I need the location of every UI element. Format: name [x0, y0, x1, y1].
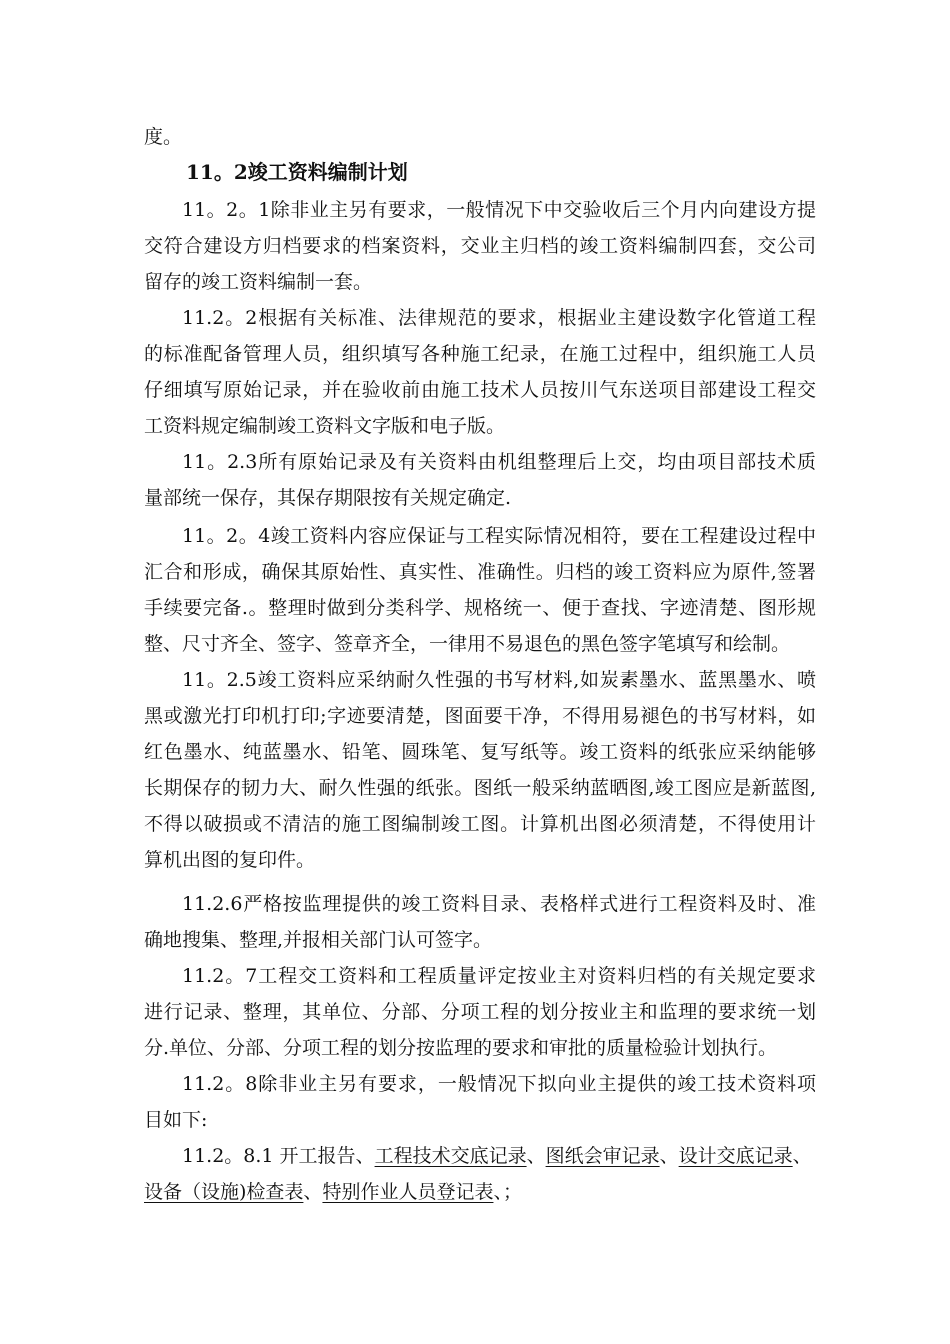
paragraph-line: 目如下:	[144, 1109, 208, 1131]
paragraph-line: 11.2.6严格按监理提供的竣工资料目录、表格样式进行工程资料及时、准	[182, 893, 816, 915]
underlined-term: 图纸会审记录	[545, 1145, 660, 1167]
paragraph-line: 红色墨水、纯蓝墨水、铅笔、圆珠笔、复写纸等。竣工资料的纸张应采纳能够	[144, 741, 816, 763]
paragraph-line: 进行记录、整理，其单位、分部、分项工程的划分按业主和监理的要求统一划	[144, 1001, 816, 1023]
paragraph-line: 11。2.3所有原始记录及有关资料由机组整理后上交，均由项目部技术质	[182, 451, 816, 473]
paragraph-line: 11.2。2根据有关标准、法律规范的要求，根据业主建设数字化管道工程	[182, 307, 816, 329]
section-heading: 11。2竣工资料编制计划	[186, 160, 408, 184]
paragraph-line: 交符合建设方归档要求的档案资料，交业主归档的竣工资料编制四套，交公司	[144, 235, 816, 257]
separator: 、	[659, 1145, 679, 1167]
underlined-term: 设计交底记录	[678, 1145, 793, 1167]
paragraph-line: 黑或激光打印机打印;字迹要清楚，图面要干净，不得用易褪色的书写材料，如	[144, 705, 816, 727]
paragraph-line: 11。2。4竣工资料内容应保证与工程实际情况相符，要在工程建设过程中	[182, 525, 816, 547]
paragraph-line: 量部统一保存，其保存期限按有关规定确定.	[144, 487, 512, 509]
paragraph-line: 11.2。8除非业主另有要求，一般情况下拟向业主提供的竣工技术资料项	[182, 1073, 816, 1095]
paragraph-line: 不得以破损或不清洁的施工图编制竣工图。计算机出图必须清楚，不得使用计	[144, 813, 816, 835]
underlined-term: 设备（设施)检查表	[144, 1181, 304, 1203]
text-line: 度。	[144, 126, 183, 148]
paragraph-line: 长期保存的韧力大、耐久性强的纸张。图纸一般采纳蓝晒图,竣工图应是新蓝图,	[144, 777, 816, 799]
paragraph-line: 汇合和形成，确保其原始性、真实性、准确性。归档的竣工资料应为原件,签署	[144, 561, 816, 583]
paragraph-line: 整、尺寸齐全、签字、签章齐全，一律用不易退色的黑色签字笔填写和绘制。	[144, 633, 791, 655]
paragraph-line: 算机出图的复印件。	[144, 849, 316, 871]
paragraph-line: 11。2。1除非业主另有要求，一般情况下中交验收后三个月内向建设方提	[182, 199, 816, 221]
paragraph-line: 分.单位、分部、分项工程的划分按监理的要求和审批的质量检验计划执行。	[144, 1037, 778, 1059]
underlined-term: 工程技术交底记录	[374, 1145, 527, 1167]
paragraph-line: 仔细填写原始记录，并在验收前由施工技术人员按川气东送项目部建设工程交	[144, 379, 816, 401]
line-tail: 、；	[493, 1181, 522, 1203]
paragraph-line	[182, 1143, 816, 1169]
paragraph-line: 的标准配备管理人员，组织填写各种施工纪录，在施工过程中，组织施工人员	[144, 343, 816, 365]
paragraph-line: 留存的竣工资料编制一套。	[144, 271, 373, 293]
paragraph-line: 手续要完备.。整理时做到分类科学、规格统一、便于查找、字迹清楚、图形规	[144, 597, 816, 619]
paragraph-line: 工资料规定编制竣工资料文字版和电子版。	[144, 415, 506, 437]
underlined-term: 特别作业人员登记表	[322, 1181, 494, 1203]
separator: 、	[303, 1181, 323, 1203]
paragraph-line: 确地搜集、整理,并报相关部门认可签字。	[144, 929, 493, 951]
separator: 、	[526, 1145, 546, 1167]
separator: 、	[792, 1145, 812, 1167]
paragraph-line	[144, 1179, 816, 1205]
paragraph-line: 11。2.5竣工资料应采纳耐久性强的书写材料,如炭素墨水、蓝黑墨水、喷	[182, 669, 816, 691]
list-prefix: 11.2。8.1 开工报告、	[182, 1145, 375, 1167]
paragraph-line: 11.2。7工程交工资料和工程质量评定按业主对资料归档的有关规定要求	[182, 965, 816, 987]
